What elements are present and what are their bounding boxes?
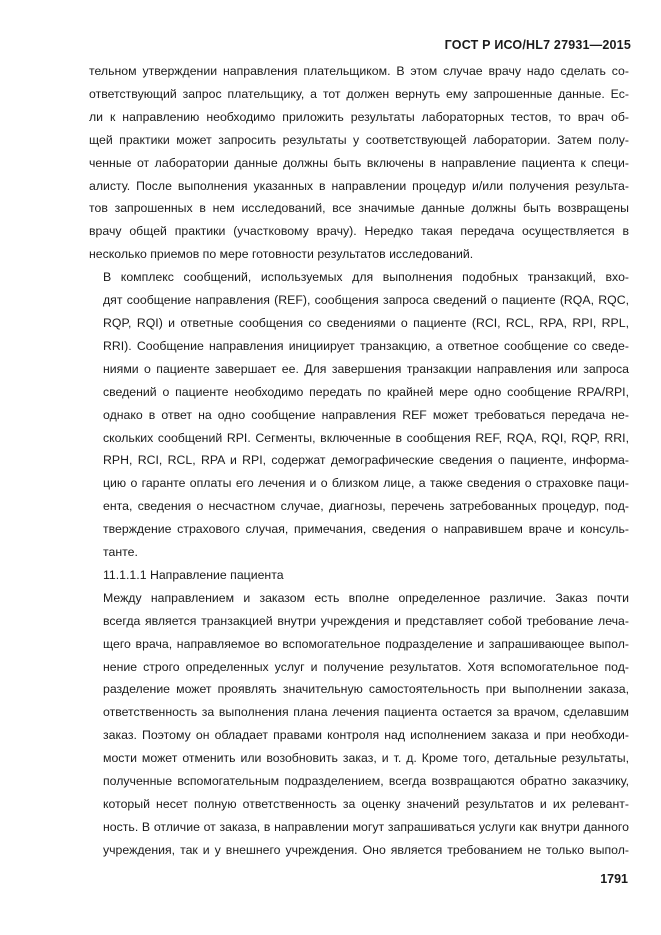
text-line: тверждение страхового случая, примечания, сведения о направившем враче и консуль- (103, 522, 629, 537)
text-line: танте. (103, 545, 138, 560)
text-line: ли к направлению необходимо приложить результаты лабораторных тестов, то врач об- (89, 109, 629, 124)
paragraph (89, 564, 629, 587)
text-line: нение строго определенных услуг и получение результатов. Хотя вспомогательное под- (103, 659, 629, 674)
paragraph (89, 587, 629, 862)
text-line: мости может отменить или возобновить заказ, и т. д. Кроме того, детальные результаты, (103, 751, 629, 766)
paragraph (89, 60, 629, 266)
text-line: ченные от лаборатории данные должны быть включены в направление пациента к специ- (89, 155, 629, 170)
text-line: несколько приемов по мере готовности результатов исследований. (89, 247, 474, 262)
text-line: скольких сообщений RPI. Сегменты, включенные в сообщения REF, RQA, RQI, RQP, RRI, (103, 430, 629, 445)
text-line: ента, сведения о несчастном случае, диагнозы, перечень затребованных процедур, под- (103, 499, 629, 514)
text-line: Между направлением и заказом есть вполне определенное различие. Заказ почти (103, 590, 629, 605)
text-line: который несет полную ответственность за оценку значений результатов и их релевант- (103, 797, 629, 811)
text-line: ность. В отличие от заказа, в направлении могут запрашиваться услуги как внутри данного (103, 819, 629, 834)
text-line: заказ. Поэтому он обладает правами контроля над исполнением заказа и при необходи- (103, 728, 629, 743)
text-line: ответствующий запрос плательщику, а тот должен вернуть ему запрошенные данные. Ес- (89, 86, 629, 101)
text-line: дят сообщение направления (REF), сообщения запроса сведений о пациенте (RQA, RQC, (103, 293, 629, 308)
text-line: RPH, RCI, RCL, RPA и RPI, содержат демографические сведения о пациенте, информа- (103, 453, 629, 468)
text-line: алисту. После выполнения указанных в направлении процедур и/или получения результа- (89, 178, 629, 193)
text-line: В комплекс сообщений, используемых для выполнения подобных транзакций, вхо- (103, 270, 629, 285)
text-line: щего врача, направляемое во вспомогательное подразделение и запрашивающее выпол- (103, 636, 629, 651)
text-line: 11.1.1.1 Направление пациента (103, 567, 284, 582)
document-header: ГОСТ Р ИСО/HL7 27931—2015 (444, 38, 631, 52)
text-line: RRI). Сообщение направления инициирует транзакцию, а ответное сообщение со сведе- (103, 338, 629, 353)
text-line: тельном утверждении направления плательщиком. В этом случае врачу надо сделать со- (89, 64, 629, 78)
text-line: полученные вспомогательным подразделением, всегда возвращаются обратно заказчику, (103, 774, 629, 789)
text-line: RQP, RQI) и ответные сообщения со сведениями о пациенте (RCI, RCL, RPA, RPI, RPL, (103, 315, 629, 330)
text-line: однако в ответ на одно сообщение направления REF может требоваться передача не- (103, 407, 629, 422)
text-line: всегда является транзакцией внутри учреждения и представляет собой требование леча- (103, 613, 629, 628)
page-number: 1791 (600, 872, 628, 886)
text-line: врачу общей практики (участковому врачу). Нередко такая передача осуществляется в (89, 224, 629, 239)
text-line: учреждения, так и у внешнего учреждения. Оно является требованием не только выпол- (103, 842, 629, 857)
text-line: ответственность за выполнения плана лечения пациента остается за врачом, сделавшим (103, 705, 629, 720)
paragraph (89, 266, 629, 564)
text-line: разделение может проявлять значительную самостоятельность при выполнении заказа, (103, 682, 629, 697)
text-line: тов запрошенных в нем исследований, все значимые данные должны быть возвращены (89, 201, 629, 216)
text-line: ниями о пациенте завершает ее. Для завершения транзакции направления или запроса (103, 361, 629, 376)
text-line: цию о гаранте оплаты его лечения и о близком лице, а также сведения о страховке паци- (103, 476, 629, 491)
text-line: сведений о пациенте необходимо передать по крайней мере одно сообщение RPA/RPI, (103, 384, 629, 399)
document-body (89, 60, 629, 862)
text-line: щей практики может запросить результаты у соответствующей лаборатории. Затем полу- (89, 132, 629, 147)
